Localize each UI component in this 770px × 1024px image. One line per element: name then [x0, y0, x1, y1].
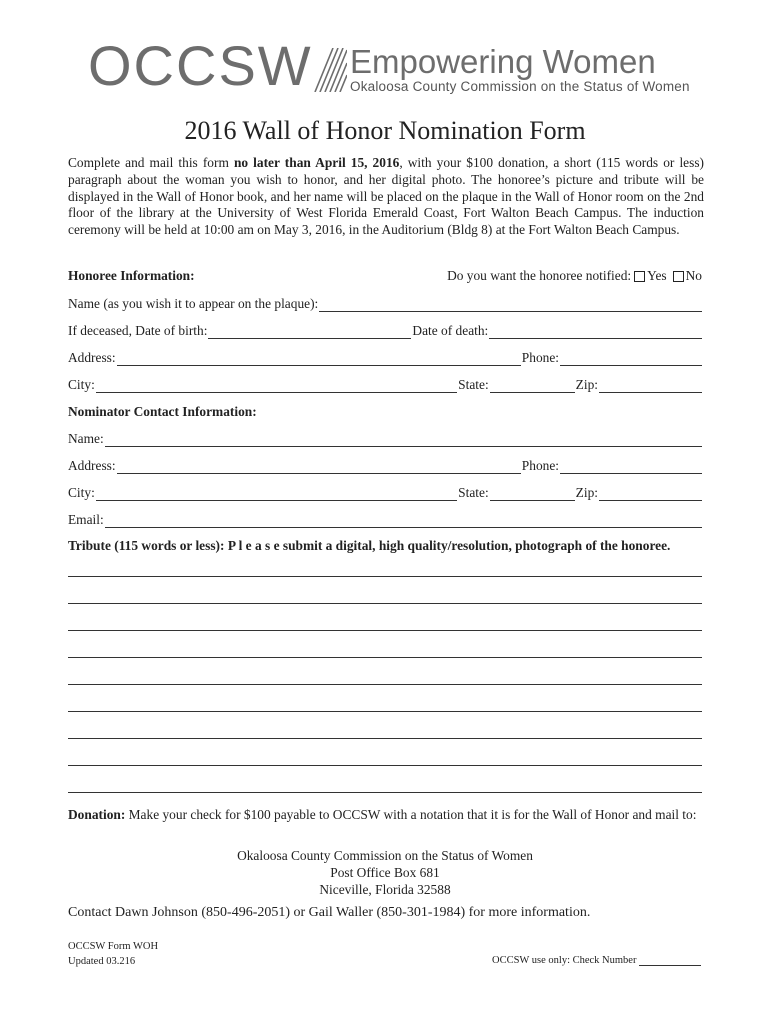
honoree-name-field[interactable]	[319, 297, 702, 312]
form-id: OCCSW Form WOH	[68, 941, 159, 952]
nominator-heading: Nominator Contact Information:	[68, 404, 257, 419]
honoree-heading: Honoree Information:	[68, 268, 195, 283]
tribute-line[interactable]	[68, 603, 702, 604]
logo-wordmark: OCCSW	[88, 34, 313, 97]
tribute-instruction: P l e a s e submit a digital, high quality/resolution, photograph of the honoree.	[224, 538, 671, 553]
nominator-name-row	[68, 429, 703, 447]
nominator-name-label: Name:	[68, 431, 104, 446]
occsw-logo	[88, 34, 708, 98]
check-number-label: OCCSW use only: Check Number	[492, 955, 640, 966]
nominator-city-label: City:	[68, 485, 95, 500]
donation-label: Donation:	[68, 807, 126, 822]
nominator-phone-label: Phone:	[521, 458, 559, 473]
nominator-email-row	[68, 510, 703, 528]
tribute-line[interactable]	[68, 684, 702, 685]
intro-text-start: Complete and mail this form	[68, 155, 234, 170]
logo-stripes-icon	[311, 48, 347, 92]
tribute-line[interactable]	[68, 630, 702, 631]
mail-address-line2: Post Office Box 681	[330, 865, 440, 880]
honoree-zip-label: Zip:	[575, 377, 598, 392]
nominator-name-field[interactable]	[105, 432, 702, 447]
nominator-address-row	[68, 456, 703, 474]
dod-label: Date of death:	[412, 323, 489, 338]
tribute-label: Tribute (115 words or less):	[68, 538, 225, 553]
honoree-name-label: Name (as you wish it to appear on the plaque):	[68, 296, 319, 311]
intro-paragraph	[68, 155, 704, 239]
honoree-address-field[interactable]	[117, 351, 521, 366]
donation-paragraph	[68, 806, 698, 823]
notify-no-label: No	[685, 268, 702, 283]
nominator-address-field[interactable]	[117, 459, 521, 474]
honoree-dates-row	[68, 321, 703, 339]
page-title: 2016 Wall of Honor Nomination Form	[184, 116, 586, 145]
footer	[68, 940, 158, 969]
notify-label: Do you want the honoree notified:	[447, 268, 632, 283]
mail-address-line1: Okaloosa County Commission on the Status of Women	[237, 848, 533, 863]
tribute-line[interactable]	[68, 765, 702, 766]
notify-question	[447, 268, 702, 284]
deadline-text: no later than April 15, 2016	[233, 155, 400, 170]
honoree-zip-field[interactable]	[599, 378, 702, 393]
tribute-heading	[68, 538, 708, 554]
honoree-address-row	[68, 348, 703, 366]
dob-label: If deceased, Date of birth:	[68, 323, 208, 338]
nominator-state-label: State:	[458, 485, 489, 500]
honoree-state-label: State:	[458, 377, 489, 392]
intro-text-rest: , with your $100 donation, a short (115 words or less) paragraph about the woman you wish to honor, and her digital photo. The honoree’s picture and tribute will be displayed in the Wall of Honor book, and her name will be placed on the plaque in the Wall of Honor room on the 2nd floor of the library at the University of West Florida Emerald Coast, Fort Walton Beach Campus. The induction ceremony will be held at 10:00 am on May 3, 2016, in the Auditorium (Bldg 8) at the Fort Walton Beach Campus.	[68, 155, 704, 238]
tribute-line[interactable]	[68, 792, 702, 793]
notify-no-checkbox[interactable]	[673, 271, 684, 282]
notify-yes-checkbox[interactable]	[634, 271, 645, 282]
nominator-city-row	[68, 483, 703, 501]
logo-tagline: Empowering Women	[350, 43, 656, 80]
tribute-line[interactable]	[68, 738, 702, 739]
honoree-city-row	[68, 375, 703, 393]
nominator-city-field[interactable]	[96, 486, 457, 501]
updated-date: Updated 03.216	[68, 955, 136, 967]
honoree-city-field[interactable]	[96, 378, 457, 393]
honoree-city-label: City:	[68, 377, 95, 392]
dob-field[interactable]	[208, 324, 411, 339]
nominator-zip-label: Zip:	[575, 485, 598, 500]
nominator-email-field[interactable]	[105, 513, 702, 528]
tribute-line[interactable]	[68, 657, 702, 658]
honoree-phone-label: Phone:	[521, 350, 559, 365]
notify-yes-label: Yes	[647, 268, 667, 283]
office-use-only	[492, 955, 701, 966]
honoree-address-label: Address:	[68, 350, 116, 365]
honoree-state-field[interactable]	[490, 378, 575, 393]
donation-text: Make your check for $100 payable to OCCSW with a notation that it is for the Wall of Honor and mail to:	[125, 807, 697, 822]
nominator-zip-field[interactable]	[599, 486, 702, 501]
contact-info: Contact Dawn Johnson (850-496-2051) or Gail Waller (850-301-1984) for more information.	[68, 905, 591, 920]
mail-address-line3: Niceville, Florida 32588	[319, 882, 451, 897]
nominator-email-label: Email:	[68, 512, 104, 527]
nominator-phone-field[interactable]	[560, 459, 702, 474]
nominator-state-field[interactable]	[490, 486, 575, 501]
honoree-name-row	[68, 294, 703, 312]
tribute-line[interactable]	[68, 576, 702, 577]
tribute-line[interactable]	[68, 711, 702, 712]
logo-subtitle: Okaloosa County Commission on the Status of Women	[350, 79, 690, 94]
nominator-address-label: Address:	[68, 458, 116, 473]
honoree-phone-field[interactable]	[560, 351, 702, 366]
check-number-field[interactable]	[639, 955, 701, 966]
dod-field[interactable]	[489, 324, 702, 339]
